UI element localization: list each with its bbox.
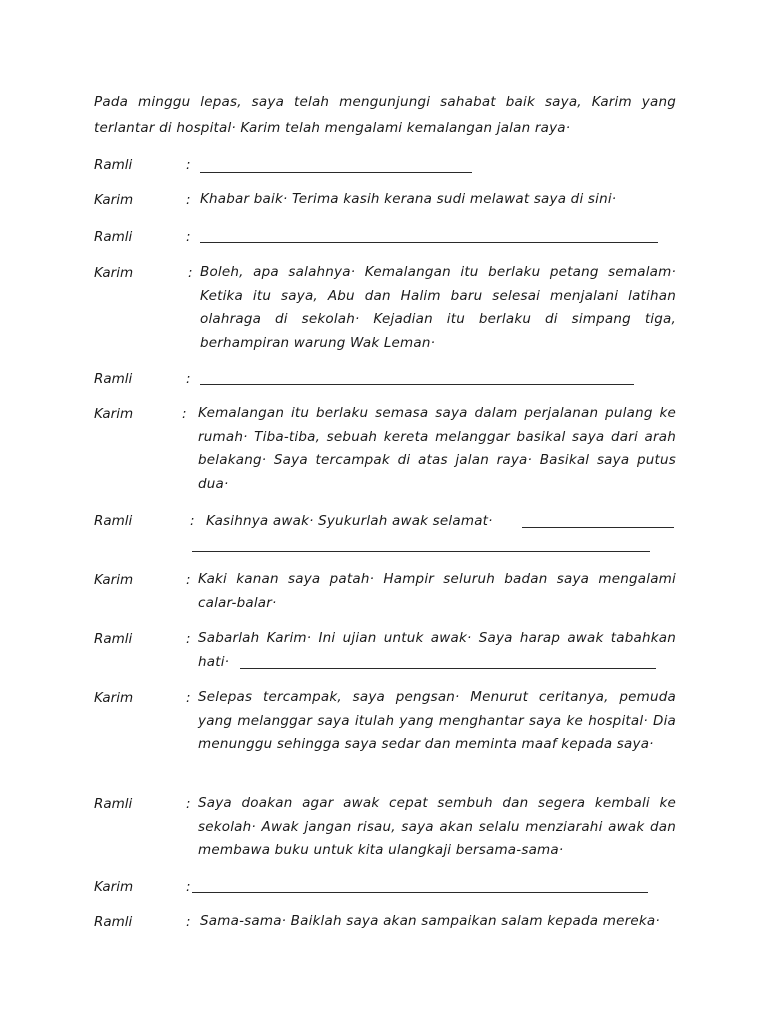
answer-blank: [200, 242, 658, 243]
colon: :: [186, 192, 191, 208]
dialogue-reply: [186, 627, 676, 674]
reply-text: Kemalangan itu berlaku semasa saya dalam perjalanan pulang ke rumah· Tiba-tiba, sebuah kereta melanggar basikal saya dari arah belakang· Saya tercampak di atas jalan raya· Basikal saya putus dua·: [198, 405, 676, 492]
speaker-name: Karim: [94, 192, 134, 208]
reply-text: Kaki kanan saya patah· Hampir seluruh badan saya mengalami calar-balar·: [198, 571, 676, 611]
colon: :: [186, 796, 191, 812]
speaker-name: Karim: [94, 265, 134, 281]
colon: :: [182, 406, 187, 422]
reply-text: Sama-sama· Baiklah saya akan sampaikan salam kepada mereka·: [200, 913, 660, 929]
colon: :: [186, 631, 191, 647]
speaker-name: Ramli: [94, 229, 133, 245]
colon: :: [186, 690, 191, 706]
dialogue-reply: [186, 568, 676, 615]
answer-blank: [192, 892, 648, 893]
speaker-name: Ramli: [94, 157, 133, 173]
reply-text: Kasihnya awak· Syukurlah awak selamat·: [206, 513, 493, 529]
speaker-name: Karim: [94, 572, 134, 588]
answer-blank: [240, 668, 656, 669]
reply-text: Saya doakan agar awak cepat sembuh dan segera kembali ke sekolah· Awak jangan risau, saya akan selalu menziarahi awak dan membawa buku untuk kita ulangkaji bersama-sama·: [198, 795, 676, 858]
speaker-name: Ramli: [94, 631, 133, 647]
speaker-name: Ramli: [94, 796, 133, 812]
answer-blank: [522, 527, 674, 528]
speaker-name: Ramli: [94, 513, 133, 529]
reply-text: Khabar baik· Terima kasih kerana sudi melawat saya di sini·: [200, 191, 617, 207]
reply-text: Sabarlah Karim· Ini ujian untuk awak· Saya harap awak tabahkan hati·: [198, 630, 676, 670]
dialogue-reply: [182, 402, 676, 496]
colon: :: [186, 914, 191, 930]
intro-paragraph: Pada minggu lepas, saya telah mengunjungi sahabat baik saya, Karim yang terlantar di hospital· Karim telah mengalami kemalangan jalan raya·: [94, 94, 676, 136]
colon: :: [186, 879, 191, 895]
dialogue-reply: [186, 686, 676, 757]
speaker-name: Karim: [94, 406, 134, 422]
answer-blank: [192, 551, 650, 552]
colon: :: [186, 157, 191, 173]
reply-text: Selepas tercampak, saya pengsan· Menurut ceritanya, pemuda yang melanggar saya itulah yang menghantar saya ke hospital· Dia menunggu sehingga saya sedar dan meminta maaf kepada saya·: [198, 689, 676, 752]
dialogue-reply: [188, 261, 676, 355]
answer-blank: [200, 384, 634, 385]
colon: :: [186, 229, 191, 245]
speaker-name: Karim: [94, 879, 134, 895]
dialogue-reply: [186, 188, 676, 212]
dialogue-reply: [186, 910, 676, 934]
answer-blank: [200, 172, 472, 173]
speaker-name: Ramli: [94, 914, 133, 930]
speaker-name: Ramli: [94, 371, 133, 387]
colon: :: [186, 572, 191, 588]
colon: :: [188, 265, 193, 281]
colon: :: [190, 513, 195, 529]
dialogue-reply: [186, 792, 676, 863]
reply-text: Boleh, apa salahnya· Kemalangan itu berlaku petang semalam· Ketika itu saya, Abu dan Halim baru selesai menjalani latihan olahraga di sekolah· Kejadian itu berlaku di simpang tiga, berhampiran warung Wak Leman·: [200, 264, 676, 351]
colon: :: [186, 371, 191, 387]
speaker-name: Karim: [94, 690, 134, 706]
